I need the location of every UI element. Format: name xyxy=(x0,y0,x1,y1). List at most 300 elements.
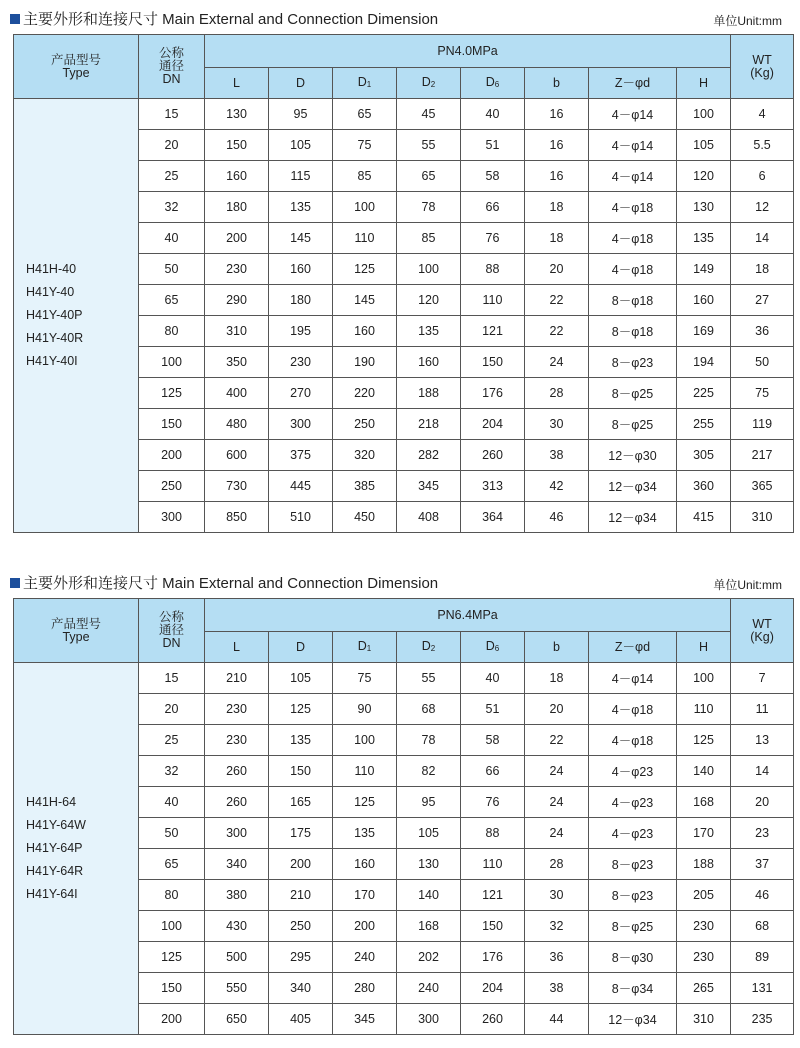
cell-wt: 36 xyxy=(731,316,794,347)
cell-dn: 80 xyxy=(139,880,205,911)
cell-b: 20 xyxy=(525,694,589,725)
cell-d: 180 xyxy=(269,285,333,316)
cell-wt: 13 xyxy=(731,725,794,756)
cell-d1: 100 xyxy=(333,192,397,223)
cell-l: 160 xyxy=(205,161,269,192)
cell-z-phi-d: 8－φ18 xyxy=(589,285,677,316)
header-col-z-phi-d: Z－φd xyxy=(589,632,677,663)
cell-d2: 95 xyxy=(397,787,461,818)
cell-b: 20 xyxy=(525,254,589,285)
cell-d1: 170 xyxy=(333,880,397,911)
cell-d6: 40 xyxy=(461,663,525,694)
cell-l: 380 xyxy=(205,880,269,911)
cell-dn: 32 xyxy=(139,192,205,223)
cell-dn: 20 xyxy=(139,694,205,725)
cell-wt: 27 xyxy=(731,285,794,316)
cell-h: 255 xyxy=(677,409,731,440)
cell-dn: 25 xyxy=(139,725,205,756)
cell-d2: 105 xyxy=(397,818,461,849)
cell-d6: 110 xyxy=(461,285,525,316)
cell-d: 125 xyxy=(269,694,333,725)
cell-h: 100 xyxy=(677,99,731,130)
cell-d2: 78 xyxy=(397,725,461,756)
section-title xyxy=(10,572,438,593)
cell-wt: 131 xyxy=(731,973,794,1004)
cell-d: 340 xyxy=(269,973,333,1004)
cell-z-phi-d: 8－φ25 xyxy=(589,409,677,440)
cell-d1: 65 xyxy=(333,99,397,130)
cell-z-phi-d: 4－φ18 xyxy=(589,192,677,223)
header-pressure: PN4.0MPa xyxy=(205,35,731,68)
cell-d6: 176 xyxy=(461,378,525,409)
cell-dn: 80 xyxy=(139,316,205,347)
cell-wt: 14 xyxy=(731,223,794,254)
cell-d: 210 xyxy=(269,880,333,911)
cell-wt: 235 xyxy=(731,1004,794,1035)
cell-b: 24 xyxy=(525,818,589,849)
cell-h: 135 xyxy=(677,223,731,254)
cell-dn: 50 xyxy=(139,254,205,285)
cell-d: 270 xyxy=(269,378,333,409)
cell-h: 230 xyxy=(677,911,731,942)
cell-z-phi-d: 4－φ18 xyxy=(589,254,677,285)
type-model: H41Y-40R xyxy=(26,331,84,345)
cell-z-phi-d: 4－φ23 xyxy=(589,756,677,787)
cell-dn: 15 xyxy=(139,663,205,694)
cell-b: 22 xyxy=(525,316,589,347)
cell-b: 16 xyxy=(525,161,589,192)
cell-wt: 75 xyxy=(731,378,794,409)
cell-d: 105 xyxy=(269,130,333,161)
cell-b: 18 xyxy=(525,663,589,694)
cell-wt: 37 xyxy=(731,849,794,880)
table-body xyxy=(14,663,794,1035)
cell-d: 160 xyxy=(269,254,333,285)
cell-d6: 51 xyxy=(461,130,525,161)
cell-b: 30 xyxy=(525,880,589,911)
section-title-text: 主要外形和连接尺寸 Main External and Connection Dimension xyxy=(23,575,439,592)
cell-h: 205 xyxy=(677,880,731,911)
cell-d6: 150 xyxy=(461,911,525,942)
header-col-b: b xyxy=(525,632,589,663)
cell-d6: 364 xyxy=(461,502,525,533)
cell-b: 28 xyxy=(525,849,589,880)
cell-h: 130 xyxy=(677,192,731,223)
type-model: H41Y-64R xyxy=(26,864,84,878)
cell-l: 180 xyxy=(205,192,269,223)
cell-l: 850 xyxy=(205,502,269,533)
cell-dn: 25 xyxy=(139,161,205,192)
cell-l: 200 xyxy=(205,223,269,254)
type-cell xyxy=(14,99,139,533)
cell-dn: 50 xyxy=(139,818,205,849)
table-row xyxy=(14,663,794,694)
header-dn: 公称 通径 DN xyxy=(139,35,205,99)
cell-z-phi-d: 8－φ18 xyxy=(589,316,677,347)
cell-z-phi-d: 4－φ14 xyxy=(589,161,677,192)
header-type: 产品型号 Type xyxy=(14,35,139,99)
cell-b: 24 xyxy=(525,787,589,818)
cell-h: 169 xyxy=(677,316,731,347)
cell-d1: 190 xyxy=(333,347,397,378)
cell-l: 210 xyxy=(205,663,269,694)
cell-z-phi-d: 4－φ14 xyxy=(589,130,677,161)
cell-h: 100 xyxy=(677,663,731,694)
cell-d1: 385 xyxy=(333,471,397,502)
cell-h: 415 xyxy=(677,502,731,533)
cell-l: 430 xyxy=(205,911,269,942)
cell-d6: 204 xyxy=(461,973,525,1004)
cell-d6: 204 xyxy=(461,409,525,440)
dimension-section-pn64 xyxy=(10,570,792,1035)
cell-h: 305 xyxy=(677,440,731,471)
type-model: H41H-40 xyxy=(26,262,77,276)
cell-d: 195 xyxy=(269,316,333,347)
cell-dn: 200 xyxy=(139,1004,205,1035)
cell-d2: 100 xyxy=(397,254,461,285)
cell-b: 32 xyxy=(525,911,589,942)
cell-b: 30 xyxy=(525,409,589,440)
cell-d: 135 xyxy=(269,725,333,756)
cell-d: 145 xyxy=(269,223,333,254)
cell-l: 730 xyxy=(205,471,269,502)
header-col-d2: D2 xyxy=(397,632,461,663)
cell-d6: 88 xyxy=(461,818,525,849)
type-model: H41Y-40P xyxy=(26,308,83,322)
cell-d6: 76 xyxy=(461,223,525,254)
cell-d1: 240 xyxy=(333,942,397,973)
cell-d6: 121 xyxy=(461,880,525,911)
type-model: H41Y-64P xyxy=(26,841,83,855)
cell-b: 16 xyxy=(525,99,589,130)
header-wt: WT (Kg) xyxy=(731,35,794,99)
cell-d6: 66 xyxy=(461,756,525,787)
cell-h: 160 xyxy=(677,285,731,316)
header-col-h: H xyxy=(677,68,731,99)
cell-l: 230 xyxy=(205,254,269,285)
cell-dn: 125 xyxy=(139,942,205,973)
cell-z-phi-d: 4－φ18 xyxy=(589,725,677,756)
header-col-h: H xyxy=(677,632,731,663)
cell-d: 150 xyxy=(269,756,333,787)
cell-l: 230 xyxy=(205,725,269,756)
header-pressure: PN6.4MPa xyxy=(205,599,731,632)
cell-d2: 168 xyxy=(397,911,461,942)
cell-d1: 320 xyxy=(333,440,397,471)
cell-l: 260 xyxy=(205,787,269,818)
cell-l: 260 xyxy=(205,756,269,787)
cell-d2: 300 xyxy=(397,1004,461,1035)
cell-wt: 46 xyxy=(731,880,794,911)
cell-d1: 75 xyxy=(333,130,397,161)
cell-wt: 11 xyxy=(731,694,794,725)
section-header xyxy=(10,570,792,598)
cell-z-phi-d: 12－φ34 xyxy=(589,502,677,533)
cell-d6: 58 xyxy=(461,161,525,192)
cell-wt: 14 xyxy=(731,756,794,787)
type-model: H41Y-40 xyxy=(26,285,75,299)
cell-d2: 45 xyxy=(397,99,461,130)
table-row xyxy=(14,99,794,130)
cell-wt: 23 xyxy=(731,818,794,849)
cell-l: 650 xyxy=(205,1004,269,1035)
cell-h: 125 xyxy=(677,725,731,756)
cell-z-phi-d: 12－φ30 xyxy=(589,440,677,471)
section-title-text: 主要外形和连接尺寸 Main External and Connection Dimension xyxy=(23,11,439,28)
cell-h: 265 xyxy=(677,973,731,1004)
section-header xyxy=(10,6,792,34)
cell-wt: 4 xyxy=(731,99,794,130)
cell-b: 18 xyxy=(525,223,589,254)
type-model: H41Y-40I xyxy=(26,354,78,368)
cell-b: 38 xyxy=(525,440,589,471)
cell-d: 230 xyxy=(269,347,333,378)
cell-h: 170 xyxy=(677,818,731,849)
cell-d2: 160 xyxy=(397,347,461,378)
cell-d: 250 xyxy=(269,911,333,942)
cell-d1: 75 xyxy=(333,663,397,694)
cell-d1: 200 xyxy=(333,911,397,942)
cell-z-phi-d: 8－φ23 xyxy=(589,347,677,378)
cell-d2: 218 xyxy=(397,409,461,440)
cell-z-phi-d: 4－φ14 xyxy=(589,663,677,694)
cell-wt: 310 xyxy=(731,502,794,533)
header-col-z-phi-d: Z－φd xyxy=(589,68,677,99)
header-col-d: D xyxy=(269,68,333,99)
cell-dn: 40 xyxy=(139,223,205,254)
cell-d6: 121 xyxy=(461,316,525,347)
cell-dn: 150 xyxy=(139,973,205,1004)
cell-d6: 40 xyxy=(461,99,525,130)
cell-d1: 90 xyxy=(333,694,397,725)
cell-d6: 88 xyxy=(461,254,525,285)
cell-d2: 202 xyxy=(397,942,461,973)
cell-d1: 160 xyxy=(333,316,397,347)
cell-d1: 145 xyxy=(333,285,397,316)
cell-b: 28 xyxy=(525,378,589,409)
cell-l: 480 xyxy=(205,409,269,440)
type-model: H41Y-64W xyxy=(26,818,86,832)
cell-wt: 365 xyxy=(731,471,794,502)
cell-b: 38 xyxy=(525,973,589,1004)
cell-l: 310 xyxy=(205,316,269,347)
unit-label: 单位Unit:mm xyxy=(713,14,782,28)
cell-z-phi-d: 4－φ23 xyxy=(589,787,677,818)
dimension-section-pn40 xyxy=(10,6,792,533)
cell-z-phi-d: 4－φ23 xyxy=(589,818,677,849)
square-bullet-icon xyxy=(10,14,20,24)
cell-d2: 130 xyxy=(397,849,461,880)
cell-l: 400 xyxy=(205,378,269,409)
cell-d1: 110 xyxy=(333,223,397,254)
cell-z-phi-d: 8－φ30 xyxy=(589,942,677,973)
cell-l: 300 xyxy=(205,818,269,849)
cell-dn: 300 xyxy=(139,502,205,533)
cell-z-phi-d: 8－φ25 xyxy=(589,378,677,409)
cell-l: 550 xyxy=(205,973,269,1004)
cell-d2: 282 xyxy=(397,440,461,471)
header-type: 产品型号 Type xyxy=(14,599,139,663)
cell-d2: 345 xyxy=(397,471,461,502)
cell-b: 46 xyxy=(525,502,589,533)
cell-z-phi-d: 4－φ14 xyxy=(589,99,677,130)
cell-dn: 40 xyxy=(139,787,205,818)
cell-wt: 68 xyxy=(731,911,794,942)
cell-b: 42 xyxy=(525,471,589,502)
cell-h: 188 xyxy=(677,849,731,880)
cell-d6: 313 xyxy=(461,471,525,502)
header-col-d: D xyxy=(269,632,333,663)
cell-wt: 7 xyxy=(731,663,794,694)
cell-d2: 240 xyxy=(397,973,461,1004)
cell-d: 165 xyxy=(269,787,333,818)
cell-h: 225 xyxy=(677,378,731,409)
cell-wt: 5.5 xyxy=(731,130,794,161)
cell-dn: 15 xyxy=(139,99,205,130)
cell-h: 110 xyxy=(677,694,731,725)
cell-wt: 50 xyxy=(731,347,794,378)
unit-label: 单位Unit:mm xyxy=(713,578,782,592)
cell-d1: 135 xyxy=(333,818,397,849)
cell-wt: 119 xyxy=(731,409,794,440)
cell-d2: 65 xyxy=(397,161,461,192)
header-col-l: L xyxy=(205,68,269,99)
cell-d6: 260 xyxy=(461,440,525,471)
type-model: H41H-64 xyxy=(26,795,77,809)
cell-b: 44 xyxy=(525,1004,589,1035)
cell-wt: 89 xyxy=(731,942,794,973)
cell-dn: 200 xyxy=(139,440,205,471)
section-title xyxy=(10,8,438,29)
cell-d: 175 xyxy=(269,818,333,849)
cell-d2: 140 xyxy=(397,880,461,911)
cell-dn: 150 xyxy=(139,409,205,440)
cell-d2: 85 xyxy=(397,223,461,254)
table-body xyxy=(14,99,794,533)
cell-d: 105 xyxy=(269,663,333,694)
cell-wt: 18 xyxy=(731,254,794,285)
cell-b: 24 xyxy=(525,347,589,378)
cell-d: 135 xyxy=(269,192,333,223)
cell-h: 140 xyxy=(677,756,731,787)
cell-d6: 176 xyxy=(461,942,525,973)
cell-dn: 65 xyxy=(139,285,205,316)
cell-z-phi-d: 8－φ23 xyxy=(589,880,677,911)
cell-d: 445 xyxy=(269,471,333,502)
cell-d2: 120 xyxy=(397,285,461,316)
cell-d1: 450 xyxy=(333,502,397,533)
cell-z-phi-d: 12－φ34 xyxy=(589,471,677,502)
cell-d1: 125 xyxy=(333,254,397,285)
cell-d2: 188 xyxy=(397,378,461,409)
cell-h: 105 xyxy=(677,130,731,161)
cell-d1: 220 xyxy=(333,378,397,409)
cell-d: 295 xyxy=(269,942,333,973)
cell-d: 115 xyxy=(269,161,333,192)
cell-d1: 85 xyxy=(333,161,397,192)
header-col-d2: D2 xyxy=(397,68,461,99)
cell-d1: 125 xyxy=(333,787,397,818)
cell-b: 18 xyxy=(525,192,589,223)
cell-h: 168 xyxy=(677,787,731,818)
cell-d2: 55 xyxy=(397,130,461,161)
cell-d2: 82 xyxy=(397,756,461,787)
cell-wt: 12 xyxy=(731,192,794,223)
dimension-table-pn40 xyxy=(13,34,794,533)
cell-d: 300 xyxy=(269,409,333,440)
cell-d2: 68 xyxy=(397,694,461,725)
cell-d: 510 xyxy=(269,502,333,533)
cell-d6: 150 xyxy=(461,347,525,378)
cell-d1: 100 xyxy=(333,725,397,756)
cell-z-phi-d: 8－φ23 xyxy=(589,849,677,880)
cell-dn: 100 xyxy=(139,347,205,378)
cell-d6: 51 xyxy=(461,694,525,725)
cell-d6: 58 xyxy=(461,725,525,756)
cell-dn: 32 xyxy=(139,756,205,787)
cell-d1: 345 xyxy=(333,1004,397,1035)
header-col-d1: D1 xyxy=(333,68,397,99)
cell-h: 120 xyxy=(677,161,731,192)
cell-wt: 217 xyxy=(731,440,794,471)
header-col-d6: D6 xyxy=(461,68,525,99)
type-cell xyxy=(14,663,139,1035)
header-col-b: b xyxy=(525,68,589,99)
cell-h: 230 xyxy=(677,942,731,973)
cell-l: 340 xyxy=(205,849,269,880)
square-bullet-icon xyxy=(10,578,20,588)
cell-dn: 125 xyxy=(139,378,205,409)
cell-b: 22 xyxy=(525,725,589,756)
cell-h: 149 xyxy=(677,254,731,285)
cell-b: 16 xyxy=(525,130,589,161)
cell-l: 290 xyxy=(205,285,269,316)
cell-wt: 6 xyxy=(731,161,794,192)
cell-d6: 76 xyxy=(461,787,525,818)
dimension-table-pn64 xyxy=(13,598,794,1035)
cell-d1: 280 xyxy=(333,973,397,1004)
cell-d6: 66 xyxy=(461,192,525,223)
cell-h: 360 xyxy=(677,471,731,502)
cell-z-phi-d: 12－φ34 xyxy=(589,1004,677,1035)
cell-b: 36 xyxy=(525,942,589,973)
cell-z-phi-d: 8－φ34 xyxy=(589,973,677,1004)
header-dn: 公称 通径 DN xyxy=(139,599,205,663)
cell-d2: 135 xyxy=(397,316,461,347)
cell-d6: 110 xyxy=(461,849,525,880)
cell-dn: 250 xyxy=(139,471,205,502)
cell-d: 200 xyxy=(269,849,333,880)
cell-d6: 260 xyxy=(461,1004,525,1035)
cell-d1: 110 xyxy=(333,756,397,787)
cell-z-phi-d: 8－φ25 xyxy=(589,911,677,942)
cell-z-phi-d: 4－φ18 xyxy=(589,694,677,725)
cell-d1: 160 xyxy=(333,849,397,880)
cell-d: 375 xyxy=(269,440,333,471)
cell-dn: 100 xyxy=(139,911,205,942)
cell-wt: 20 xyxy=(731,787,794,818)
cell-z-phi-d: 4－φ18 xyxy=(589,223,677,254)
cell-d2: 55 xyxy=(397,663,461,694)
cell-l: 230 xyxy=(205,694,269,725)
cell-d1: 250 xyxy=(333,409,397,440)
header-col-d6: D6 xyxy=(461,632,525,663)
cell-l: 600 xyxy=(205,440,269,471)
header-wt: WT (Kg) xyxy=(731,599,794,663)
type-model: H41Y-64I xyxy=(26,887,78,901)
cell-dn: 65 xyxy=(139,849,205,880)
cell-d: 95 xyxy=(269,99,333,130)
